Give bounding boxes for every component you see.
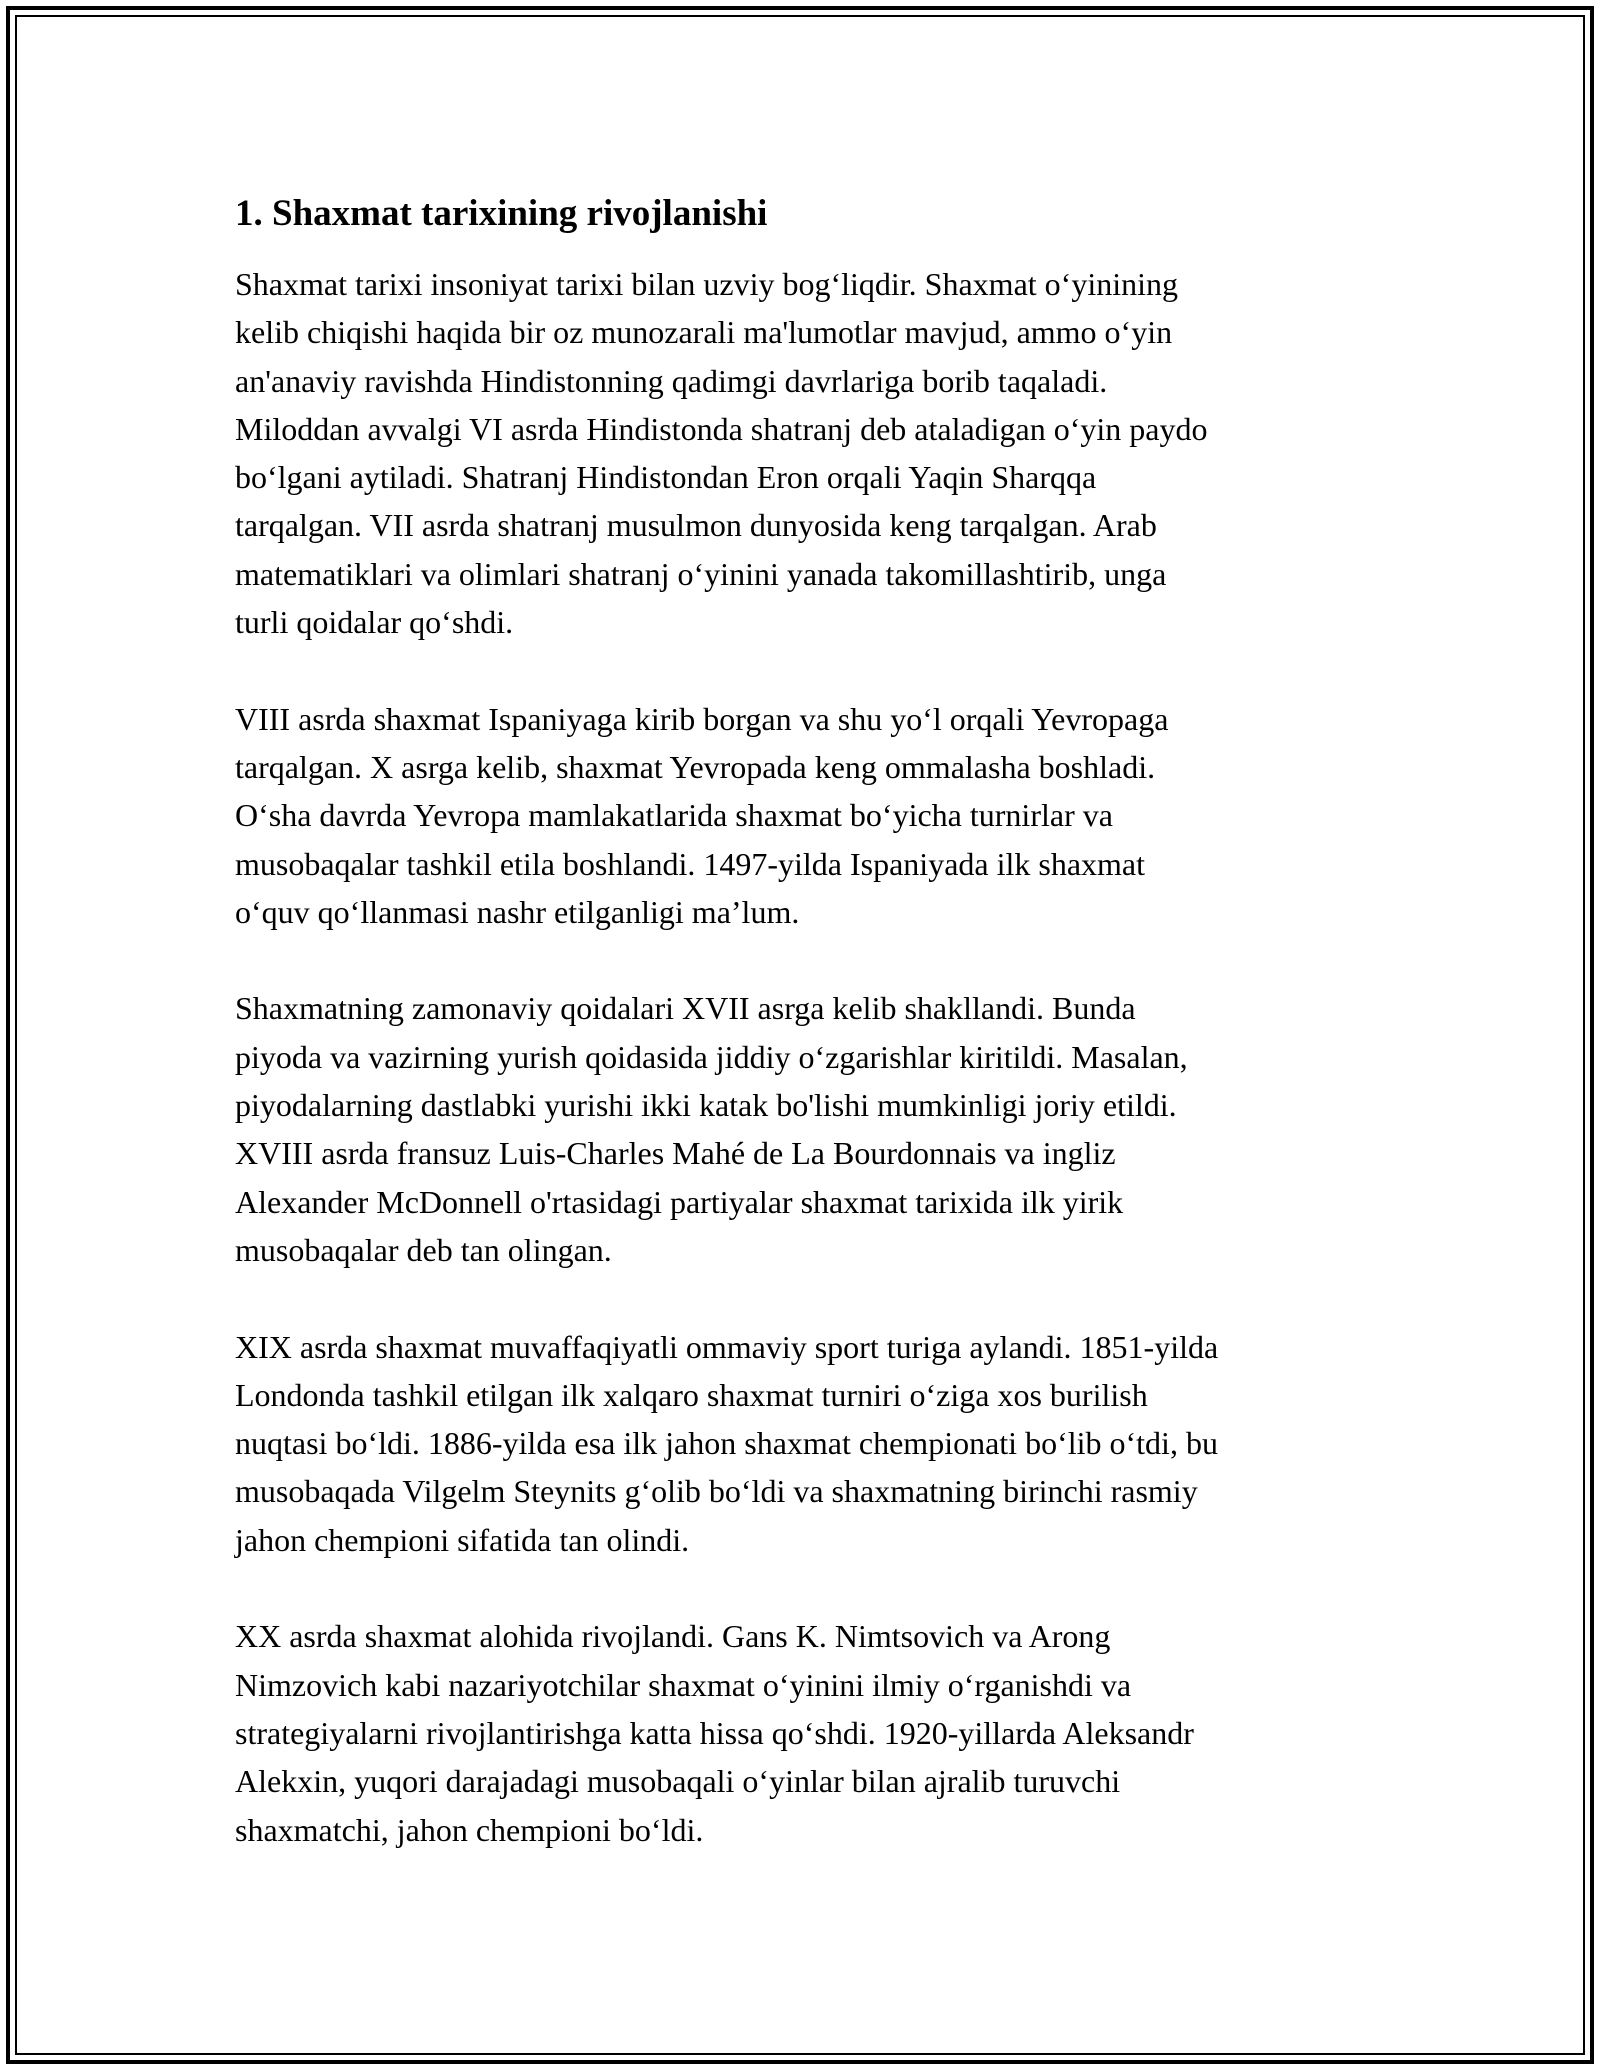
paragraph-2: [235, 695, 1375, 936]
paragraph-line: piyodalarning dastlabki yurishi ikki katak bo'lishi mumkinligi joriy etildi.: [235, 1087, 1177, 1124]
paragraph-line: Nimzovich kabi nazariyotchilar shaxmat o‘yinini ilmiy o‘rganishdi va: [235, 1666, 1132, 1703]
paragraph-line: XX asrda shaxmat alohida rivojlandi. Gans K. Nimtsovich va Arong: [235, 1618, 1111, 1655]
paragraph-line: musobaqalar tashkil etila boshlandi. 1497-yilda Ispaniyada ilk shaxmat: [235, 845, 1146, 882]
paragraph-line: kelib chiqishi haqida bir oz munozarali ma'lumotlar mavjud, ammo o‘yin: [235, 314, 1173, 351]
section-heading: 1. Shaxmat tarixining rivojlanishi: [235, 193, 768, 234]
paragraph-line: matematiklari va olimlari shatranj o‘yinini yanada takomillashtirib, unga: [235, 555, 1167, 592]
paragraph-5: [235, 1612, 1375, 1853]
paragraph-line: XIX asrda shaxmat muvaffaqiyatli ommaviy sport turiga aylandi. 1851-yilda: [235, 1328, 1219, 1365]
paragraph-line: Alekxin, yuqori darajadagi musobaqali o‘yinlar bilan ajralib turuvchi: [235, 1763, 1121, 1800]
paragraph-line: tarqalgan. VII asrda shatranj musulmon dunyosida keng tarqalgan. Arab: [235, 507, 1157, 544]
paragraph-line: VIII asrda shaxmat Ispaniyaga kirib borgan va shu yo‘l orqali Yevropaga: [235, 700, 1169, 737]
paragraph-line: bo‘lgani aytiladi. Shatranj Hindistondan Eron orqali Yaqin Sharqqa: [235, 459, 1097, 496]
paragraph-line: o‘quv qo‘llanmasi nashr etilganligi ma’lum.: [235, 893, 800, 930]
paragraph-line: piyoda va vazirning yurish qoidasida jiddiy o‘zgarishlar kiritildi. Masalan,: [235, 1038, 1188, 1075]
document-body: [235, 186, 1375, 1854]
paragraph-line: Shaxmatning zamonaviy qoidalari XVII asrga kelib shakllandi. Bunda: [235, 990, 1136, 1027]
paragraph-line: shaxmatchi, jahon chempioni bo‘ldi.: [235, 1811, 704, 1848]
paragraph-line: XVIII asrda fransuz Luis-Charles Mahé de La Bourdonnais va ingliz: [235, 1135, 1116, 1172]
paragraph-line: jahon chempioni sifatida tan olindi.: [235, 1521, 690, 1558]
paragraph-line: nuqtasi bo‘ldi. 1886-yilda esa ilk jahon shaxmat chempionati bo‘lib o‘tdi, bu: [235, 1425, 1218, 1462]
paragraph-line: Alexander McDonnell o'rtasidagi partiyalar shaxmat tarixida ilk yirik: [235, 1183, 1124, 1220]
paragraph-line: strategiyalarni rivojlantirishga katta hissa qo‘shdi. 1920-yillarda Aleksandr: [235, 1714, 1194, 1751]
paragraph-line: musobaqalar deb tan olingan.: [235, 1231, 612, 1268]
paragraph-line: O‘sha davrda Yevropa mamlakatlarida shaxmat bo‘yicha turnirlar va: [235, 797, 1113, 834]
paragraph-line: Miloddan avvalgi VI asrda Hindistonda shatranj deb ataladigan o‘yin paydo: [235, 410, 1208, 447]
paragraph-3: [235, 984, 1375, 1274]
paragraph-4: [235, 1323, 1375, 1564]
paragraph-line: an'anaviy ravishda Hindistonning qadimgi davrlariga borib taqaladi.: [235, 362, 1108, 399]
paragraph-1: [235, 260, 1375, 646]
paragraph-line: turli qoidalar qo‘shdi.: [235, 604, 514, 641]
paragraph-line: Shaxmat tarixi insoniyat tarixi bilan uzviy bog‘liqdir. Shaxmat o‘yinining: [235, 266, 1178, 302]
paragraph-line: Londonda tashkil etilgan ilk xalqaro shaxmat turniri o‘ziga xos burilish: [235, 1376, 1148, 1413]
paragraph-line: musobaqada Vilgelm Steynits g‘olib bo‘ldi va shaxmatning birinchi rasmiy: [235, 1473, 1198, 1510]
paragraph-line: tarqalgan. X asrga kelib, shaxmat Yevropada keng ommalasha boshladi.: [235, 748, 1156, 785]
